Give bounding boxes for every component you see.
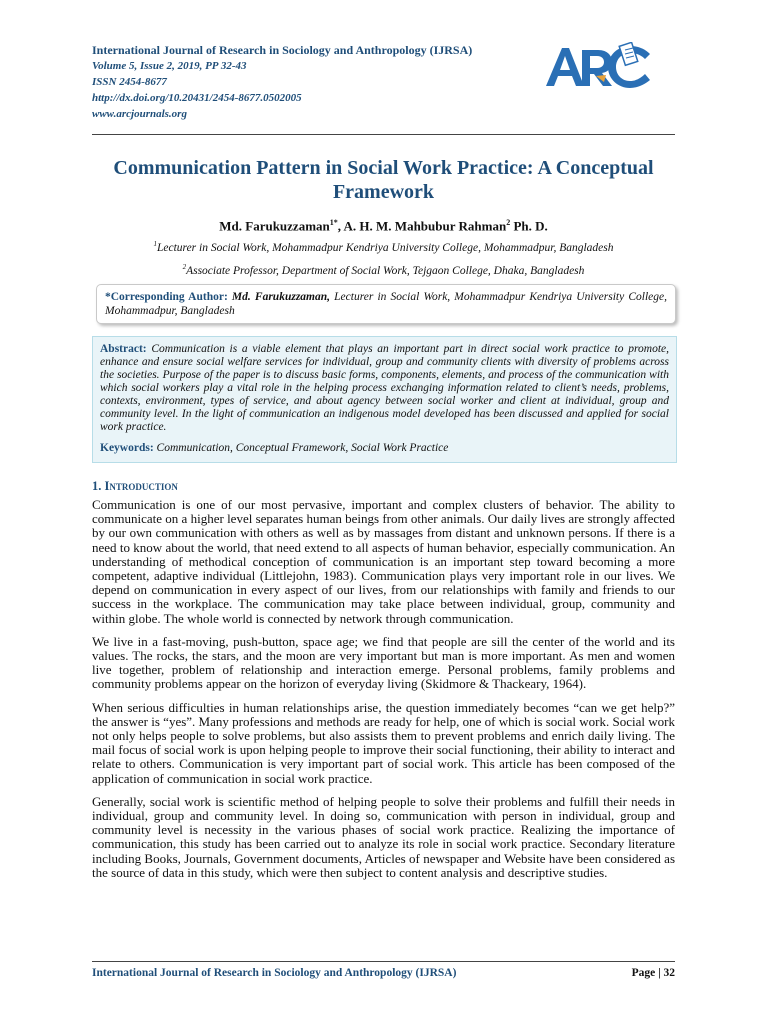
author-line <box>92 215 675 234</box>
keywords-label: Keywords: <box>100 442 154 454</box>
corresponding-author-box <box>96 284 676 324</box>
affiliation-2-text: Associate Professor, Department of Social Work, Tejgaon College, Dhaka, Bangladesh <box>186 264 585 277</box>
author-1-sup: 1* <box>329 218 338 227</box>
section-number: 1. <box>92 479 102 493</box>
keywords-text: Communication, Conceptual Framework, Social Work Practice <box>156 442 449 454</box>
affiliation-1 <box>92 237 675 256</box>
header-rule <box>92 134 675 135</box>
corresponding-author-label: *Corresponding Author: <box>105 291 228 303</box>
author-2-suffix: Ph. D. <box>510 218 548 234</box>
abstract-text: Communication is a viable element that plays an important part in direct social work practice to promote, enhance and ensure social welfare services for individual, group and community clients with diversity of problems across the societies. Purpose of the paper is to discuss basic forms, components, elements, and process of the communication with which social workers play a vital role in the helping process exchanging information related to client’s needs, problems, contexts, environment, types of service, and about agency between social worker and client at individual, group and community level. In the light of communication an indigenous model developed has been discussed and applied for social work practice. <box>100 343 669 433</box>
journal-name: International Journal of Research in Sociology and Anthropology (IJRSA) <box>92 43 473 57</box>
paragraph-3: When serious difficulties in human relationships arise, the question immediately becomes “can we get help?” the answer is “yes”. Many professions and methods are ready for help, one of which is social work. Social work not only helps people to solve problems, but also assists them to prevent problems and enrich daily living. The mail focus of social work is upon helping people to improve their social functioning, their ability to interact and relate to others. Communication is very important part of social work. This article has been composed of the application of communication in social work practice. <box>92 699 675 786</box>
corresponding-author-details: Lecturer in Social Work, Mohammadpur Kendriya University College, Mohammadpur, Bangladesh <box>105 291 667 317</box>
arc-logo <box>538 42 658 94</box>
paper-title: Communication Pattern in Social Work Practice: A Conceptual Framework <box>113 157 654 203</box>
affiliation-2-sup: 2 <box>182 263 187 271</box>
body-text <box>92 498 675 889</box>
arc-logo-graphic <box>538 42 658 94</box>
author-2-sup: 2 <box>506 218 511 227</box>
abstract-row <box>100 343 669 434</box>
affiliation-2 <box>92 260 675 279</box>
author-1: Md. Farukuzzaman <box>219 218 330 234</box>
journal-issn: ISSN 2454-8677 <box>92 76 167 88</box>
footer-journal: International Journal of Research in Sociology and Anthropology (IJRSA) <box>92 967 457 979</box>
footer-page-number: Page | 32 <box>631 967 675 979</box>
paragraph-2: We live in a fast-moving, push-button, space age; we find that people are sill the center of the world and its values. The rocks, the stars, and the moon are very important but man is more important. As men and women live together, problem of relationship and interaction emerge. Personal problems, family problems and community problems appear on the horizon of everyday living (Skidmore & Thackeary, 1964). <box>92 633 675 692</box>
affiliation-1-sup: 1 <box>153 240 157 248</box>
section-title: Introduction <box>104 479 178 493</box>
paragraph-4: Generally, social work is scientific method of helping people to solve their problems and fulfill their needs in individual, group and community level. In doing so, communication with person in individual, group and community level is necessity in the various phases of social work practice. Realizing the importance of communication, this study has been carried out to analyze its role in social work practice. Secondary literature including Books, Journals, Government documents, Articles of newspaper and Website have been considered as the source of data in this study, which were then subject to content analysis and descriptive studies. <box>92 793 675 880</box>
footer-rule <box>92 961 675 962</box>
journal-doi[interactable]: http://dx.doi.org/10.20431/2454-8677.0502005 <box>92 92 302 104</box>
paragraph-1: Communication is one of our most pervasive, important and complex clusters of behavior. The ability to communicate on a higher level separates human beings from other animals. Our daily lives are strongly affected by our own communication with others as well as by massages from distant and unknown persons. If there is a need to know about the world, that need extend to all aspects of human behavior, especially communication. An understanding of methodical conception of communication is an important step toward becoming a more competent, adaptive individual (Littlejohn, 1983). Communication plays very important role in our lives. We depend on communication in every aspect of our lives, from our relationships with family and friends to our success in the workplace. The communication may take place between individual, group, community and within globe. The whole world is connected by network through communication. <box>92 497 675 626</box>
section-heading <box>92 478 178 494</box>
corresponding-author-name: Md. Farukuzzaman, <box>231 291 331 303</box>
abstract-label: Abstract: <box>100 343 147 355</box>
keywords-row <box>100 442 669 455</box>
abstract-box <box>92 336 677 463</box>
author-2: , A. H. M. Mahbubur Rahman <box>337 218 507 234</box>
journal-volume: Volume 5, Issue 2, 2019, PP 32-43 <box>92 60 247 72</box>
journal-header <box>92 42 572 122</box>
journal-website[interactable]: www.arcjournals.org <box>92 108 187 120</box>
affiliation-1-text: Lecturer in Social Work, Mohammadpur Kendriya University College, Mohammadpur, Bangladesh <box>156 241 614 254</box>
